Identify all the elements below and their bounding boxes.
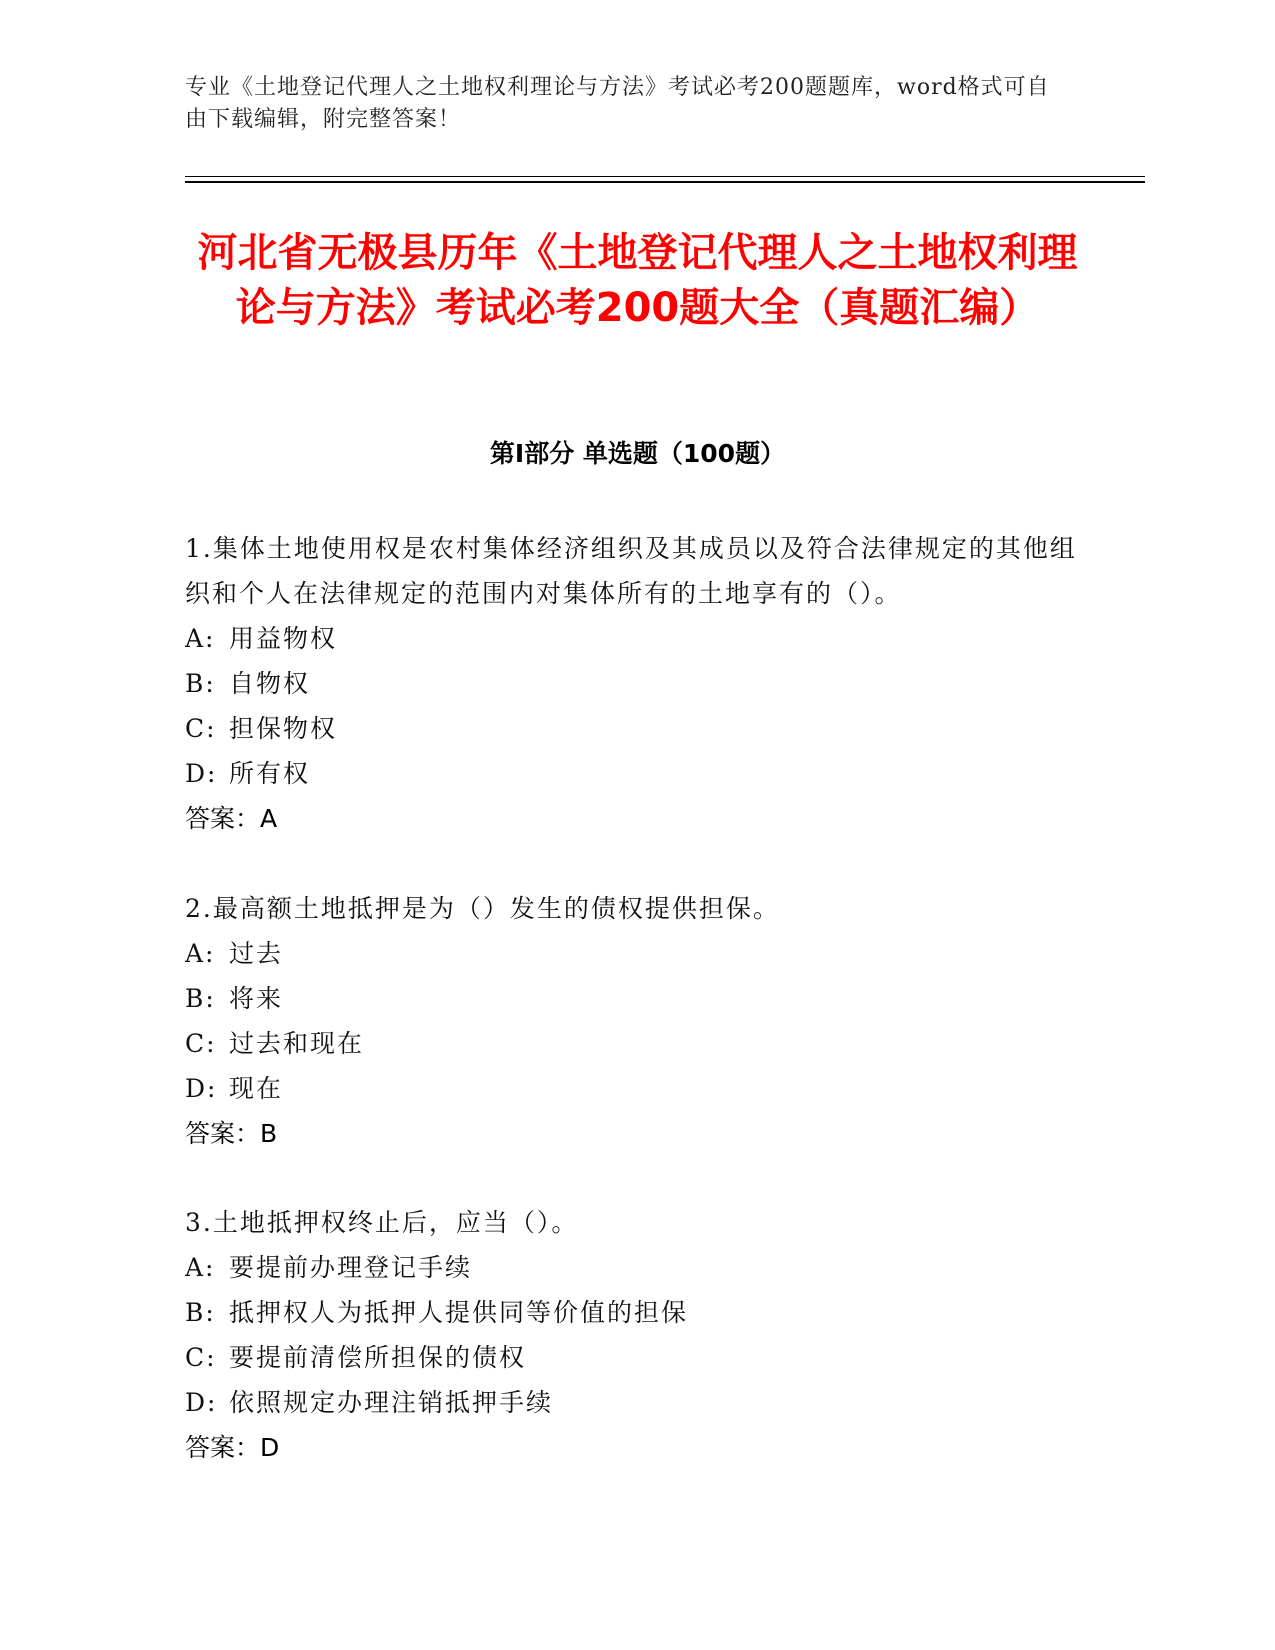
- option-letter: D:: [185, 1388, 218, 1417]
- option-letter: A:: [185, 624, 216, 653]
- option-d: [185, 1380, 1090, 1425]
- option-letter: D:: [185, 759, 218, 788]
- header-divider-thin: [185, 176, 1145, 177]
- option-text: 所有权: [229, 759, 311, 788]
- option-letter: A:: [185, 939, 216, 968]
- header-divider-thick: [185, 181, 1145, 183]
- answer: 答案：D: [185, 1433, 280, 1462]
- option-letter: D:: [185, 1074, 218, 1103]
- option-text: 担保物权: [229, 714, 338, 743]
- question-2: [185, 886, 1090, 1156]
- question-stem: 1.集体土地使用权是农村集体经济组织及其成员以及符合法律规定的其他组织和个人在法律规定的范围内对集体所有的土地享有的（）。: [185, 534, 1077, 608]
- option-c: [185, 1021, 1090, 1066]
- option-text: 过去: [229, 939, 284, 968]
- option-text: 自物权: [229, 669, 311, 698]
- option-a: [185, 931, 1090, 976]
- option-text: 要提前清偿所担保的债权: [229, 1343, 527, 1372]
- option-b: [185, 661, 1090, 706]
- option-b: [185, 976, 1090, 1021]
- option-a: [185, 616, 1090, 661]
- option-text: 现在: [229, 1074, 284, 1103]
- option-letter: B:: [185, 984, 216, 1013]
- option-text: 要提前办理登记手续: [229, 1253, 473, 1282]
- option-a: [185, 1245, 1090, 1290]
- option-d: [185, 1066, 1090, 1111]
- option-letter: C:: [185, 1029, 217, 1058]
- option-text: 将来: [229, 984, 284, 1013]
- option-letter: B:: [185, 1298, 216, 1327]
- option-letter: C:: [185, 714, 217, 743]
- question-3: [185, 1200, 1090, 1470]
- option-letter: A:: [185, 1253, 216, 1282]
- option-text: 抵押权人为抵押人提供同等价值的担保: [229, 1298, 689, 1327]
- option-text: 依照规定办理注销抵押手续: [229, 1388, 554, 1417]
- question-stem: 3.土地抵押权终止后，应当（）。: [185, 1208, 579, 1237]
- option-c: [185, 706, 1090, 751]
- option-text: 过去和现在: [229, 1029, 365, 1058]
- header-note: 专业《土地登记代理人之土地权利理论与方法》考试必考200题题库，word格式可自由下载编辑，附完整答案！: [185, 75, 1050, 132]
- question-1: [185, 526, 1090, 841]
- option-c: [185, 1335, 1090, 1380]
- option-b: [185, 1290, 1090, 1335]
- option-d: [185, 751, 1090, 796]
- option-letter: B:: [185, 669, 216, 698]
- section-title: 第Ⅰ部分 单选题（100题）: [489, 439, 786, 468]
- question-stem: 2.最高额土地抵押是为（）发生的债权提供担保。: [185, 894, 780, 923]
- option-letter: C:: [185, 1343, 217, 1372]
- answer: 答案：A: [185, 804, 278, 833]
- document-title: 河北省无极县历年《土地登记代理人之土地权利理论与方法》考试必考200题大全（真题汇编）: [197, 230, 1078, 331]
- answer: 答案：B: [185, 1119, 278, 1148]
- option-text: 用益物权: [229, 624, 338, 653]
